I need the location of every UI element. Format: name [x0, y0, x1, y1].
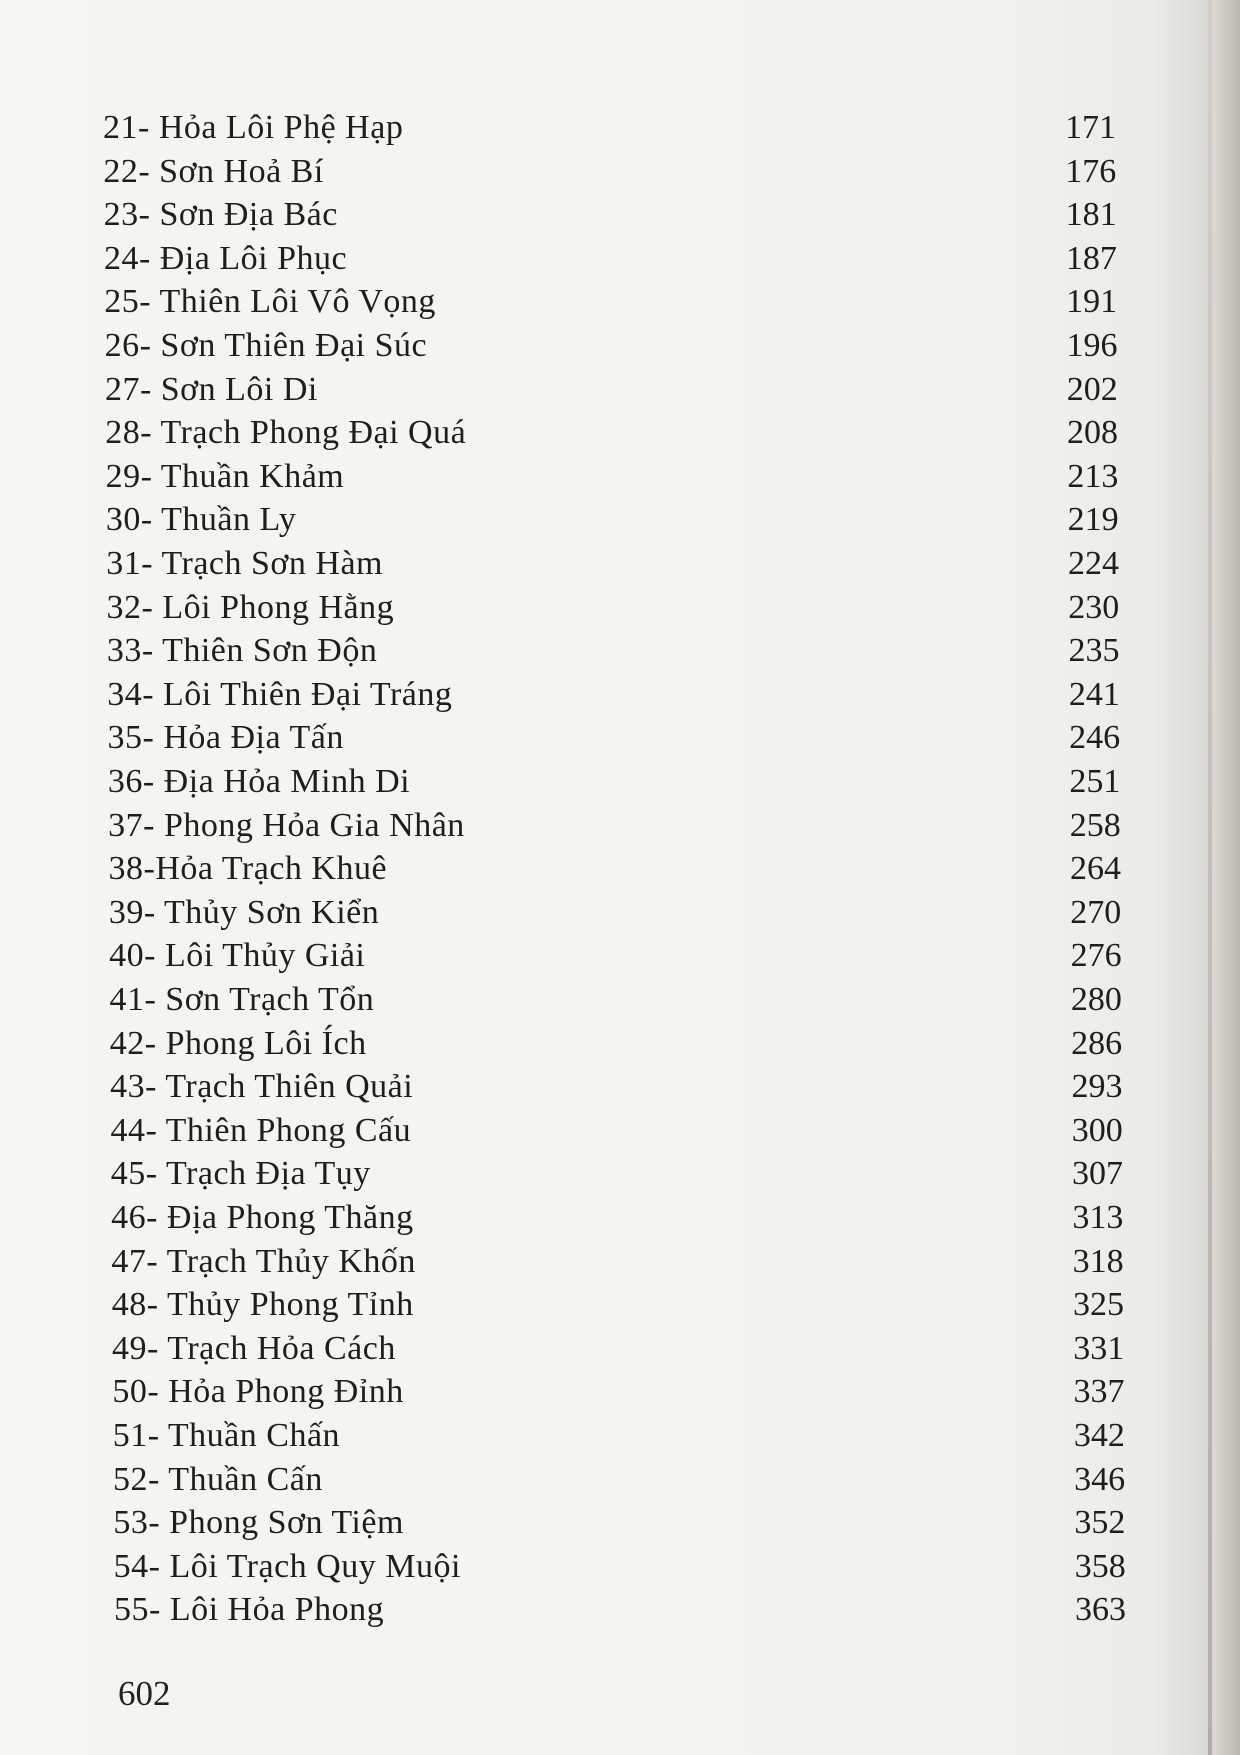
- toc-entry: [0, 675, 1120, 715]
- toc-entry-title: 42- Phong Lôi Ích: [109, 1024, 367, 1062]
- toc-entry-page: 202: [1066, 370, 1118, 408]
- toc-entry: [0, 326, 1117, 366]
- toc-entry: [0, 1547, 1126, 1587]
- toc-entry-page: 176: [1065, 152, 1117, 190]
- toc-entry: [0, 980, 1122, 1020]
- toc-entry-title: 24- Địa Lôi Phục: [103, 239, 348, 277]
- toc-entry-page: 346: [1074, 1460, 1126, 1498]
- toc-entry-page: 235: [1068, 632, 1120, 670]
- toc-entry-title: 27- Sơn Lôi Di: [104, 370, 318, 408]
- toc-entry-title: 44- Thiên Phong Cấu: [110, 1111, 412, 1149]
- toc-entry: [0, 1067, 1122, 1107]
- toc-entry-title: 55- Lôi Hỏa Phong: [114, 1591, 385, 1629]
- toc-entry-page: 224: [1067, 545, 1119, 582]
- toc-entry-title: 34- Lôi Thiên Đại Tráng: [107, 675, 453, 713]
- toc-entry-page: 246: [1069, 719, 1121, 757]
- toc-entry: [0, 762, 1120, 802]
- toc-entry: [0, 108, 1116, 148]
- toc-entry-title: 53- Phong Sơn Tiệm: [113, 1504, 404, 1542]
- toc-entry: [0, 500, 1119, 540]
- toc-entry-page: 251: [1069, 763, 1121, 800]
- toc-entry-title: 48- Thủy Phong Tỉnh: [111, 1286, 414, 1324]
- toc-entry: [0, 413, 1118, 453]
- toc-entry-page: 342: [1073, 1417, 1125, 1454]
- toc-entry-page: 337: [1073, 1373, 1125, 1411]
- toc-entry: [0, 457, 1118, 497]
- toc-entry-page: 318: [1072, 1242, 1124, 1280]
- toc-entry-title: 40- Lôi Thủy Giải: [109, 937, 366, 975]
- toc-entry: [0, 588, 1119, 628]
- toc-entry-page: 208: [1067, 414, 1119, 452]
- toc-entry: [0, 544, 1119, 584]
- toc-entry-page: 181: [1065, 196, 1117, 234]
- toc-entry: [0, 239, 1117, 279]
- toc-entry-title: 39- Thủy Sơn Kiển: [108, 893, 380, 931]
- toc-entry-page: 325: [1072, 1286, 1124, 1324]
- toc-entry-page: 230: [1068, 588, 1120, 626]
- toc-entry-page: 270: [1070, 893, 1122, 931]
- toc-entry-page: 363: [1075, 1591, 1126, 1629]
- toc-entry: [0, 893, 1121, 933]
- toc-entry-page: 258: [1069, 806, 1121, 844]
- toc-entry: [0, 936, 1122, 976]
- toc-entry-title: 22- Sơn Hoả Bí: [103, 152, 324, 190]
- toc-entry-title: 46- Địa Phong Thăng: [111, 1199, 414, 1236]
- toc-entry: [0, 806, 1121, 846]
- toc-entry-title: 28- Trạch Phong Đại Quá: [105, 414, 467, 452]
- toc-entry-page: 307: [1072, 1155, 1124, 1193]
- toc-entry-page: 213: [1067, 457, 1119, 495]
- toc-entry-title: 54- Lôi Trạch Quy Muội: [113, 1547, 461, 1585]
- toc-entry-page: 191: [1066, 283, 1118, 321]
- toc-entry: [0, 1154, 1123, 1194]
- toc-entry: [0, 1372, 1125, 1412]
- toc-entry: [0, 370, 1118, 410]
- toc-entry-title: 25- Thiên Lôi Vô Vọng: [104, 283, 436, 321]
- toc-entry-title: 52- Thuần Cấn: [113, 1460, 323, 1498]
- toc-entry: [0, 1198, 1123, 1238]
- toc-entry-title: 36- Địa Hỏa Minh Di: [107, 763, 411, 800]
- toc-entry-page: 187: [1065, 239, 1117, 277]
- toc-entry-title: 41- Sơn Trạch Tổn: [109, 981, 375, 1018]
- toc-entry-title: 23- Sơn Địa Bác: [103, 196, 338, 234]
- toc-entry: [0, 1242, 1124, 1282]
- toc-entry: [0, 849, 1121, 889]
- toc-entry-title: 43- Trạch Thiên Quải: [110, 1068, 414, 1106]
- toc-entry-title: 49- Trạch Hỏa Cách: [112, 1329, 396, 1367]
- toc-entry-title: 26- Sơn Thiên Đại Súc: [104, 327, 428, 364]
- page-number: 602: [118, 1674, 171, 1713]
- toc-entry-title: 51- Thuần Chấn: [112, 1417, 341, 1454]
- toc-entry: [0, 1024, 1122, 1064]
- toc-entry-title: 21- Hỏa Lôi Phệ Hạp: [103, 109, 404, 146]
- toc-entry-title: 31- Trạch Sơn Hàm: [106, 545, 383, 582]
- toc-entry-page: 196: [1066, 327, 1118, 364]
- toc-entry: [0, 1590, 1126, 1630]
- toc-entry: [0, 1111, 1123, 1151]
- toc-entry-page: 358: [1074, 1547, 1126, 1585]
- toc-entry-title: 37- Phong Hỏa Gia Nhân: [108, 806, 465, 844]
- toc-entry: [0, 1460, 1125, 1500]
- toc-entry-page: 300: [1071, 1111, 1123, 1149]
- toc-entry-page: 286: [1071, 1024, 1123, 1062]
- toc-entry-page: 264: [1070, 850, 1121, 888]
- toc-entry: [0, 282, 1117, 322]
- toc-entry-page: 241: [1068, 675, 1120, 713]
- toc-entry-page: 352: [1074, 1504, 1126, 1542]
- toc-entry-title: 38-Hỏa Trạch Khuê: [108, 850, 388, 888]
- toc-entry-title: 32- Lôi Phong Hằng: [106, 588, 395, 626]
- toc-entry-page: 331: [1073, 1329, 1125, 1367]
- toc-entry: [0, 195, 1117, 235]
- toc-entry: [0, 631, 1120, 671]
- toc-entry-title: 47- Trạch Thủy Khốn: [111, 1242, 416, 1280]
- toc-entry-title: 45- Trạch Địa Tụy: [110, 1155, 371, 1193]
- toc-entry-title: 35- Hỏa Địa Tấn: [107, 719, 344, 757]
- toc-entry: [0, 1416, 1125, 1456]
- toc-entry-title: 50- Hỏa Phong Đỉnh: [112, 1373, 404, 1411]
- toc-entry-page: 293: [1071, 1068, 1123, 1106]
- toc-entry-page: 276: [1070, 937, 1122, 975]
- toc-entry-page: 280: [1070, 981, 1122, 1018]
- toc-entry-page: 171: [1065, 109, 1116, 146]
- toc-entry-page: 313: [1072, 1199, 1124, 1236]
- toc-entry-title: 30- Thuần Ly: [105, 501, 297, 539]
- toc-entry: [0, 1503, 1125, 1543]
- toc-entry-page: 219: [1067, 501, 1119, 539]
- toc-entry-title: 33- Thiên Sơn Độn: [106, 632, 378, 670]
- toc-entry: [0, 1329, 1124, 1369]
- toc-entry: [0, 1285, 1124, 1325]
- toc-entry: [0, 152, 1116, 192]
- toc-entry: [0, 718, 1120, 758]
- toc-entry-title: 29- Thuần Khảm: [105, 457, 345, 495]
